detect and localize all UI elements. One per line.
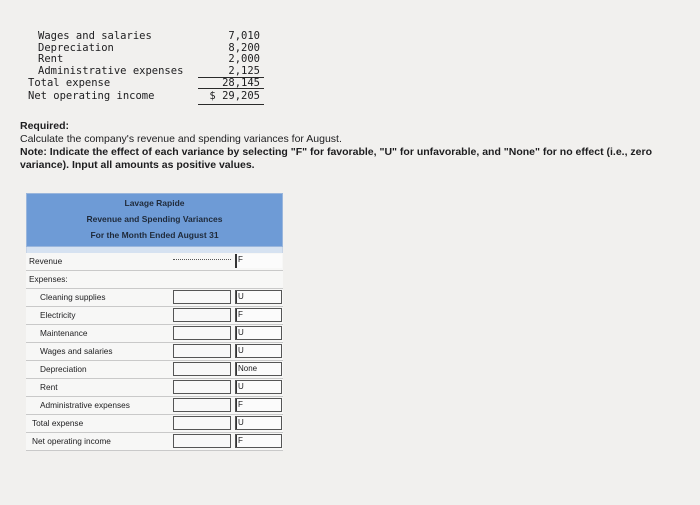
summary-label: Net operating income	[28, 90, 155, 103]
summary-row-total-expense	[28, 78, 268, 90]
table-row-electricity	[26, 307, 283, 325]
summary-label: Wages and salaries	[38, 30, 152, 42]
table-period: For the Month Ended August 31	[90, 230, 219, 240]
table-row-total-expense	[26, 415, 283, 433]
effect-select[interactable]: U	[235, 344, 282, 358]
amount-input[interactable]	[173, 398, 231, 412]
income-summary	[28, 31, 268, 103]
row-label: Total expense	[32, 418, 84, 428]
variance-table	[26, 193, 283, 451]
effect-select[interactable]: F	[235, 398, 282, 412]
amount-input[interactable]	[173, 380, 231, 394]
row-label: Wages and salaries	[40, 346, 113, 356]
amount-input[interactable]	[173, 416, 231, 430]
row-label: Net operating income	[32, 436, 111, 446]
table-row-revenue	[26, 253, 283, 271]
summary-value: 2,000	[228, 53, 260, 66]
note-text: Note: Indicate the effect of each variance by selecting "F" for favorable, "U" for unfavorable, and "None" for no effect (i.e., zero variance). Input all amounts as positive values.	[20, 146, 652, 171]
effect-select[interactable]: U	[235, 290, 282, 304]
effect-select[interactable]: U	[235, 380, 282, 394]
summary-row-admin	[28, 66, 268, 78]
summary-label: Depreciation	[38, 41, 114, 54]
summary-label: Total expense	[28, 76, 111, 89]
effect-select[interactable]: F	[235, 434, 282, 448]
amount-input[interactable]	[173, 326, 231, 340]
table-row-cleaning	[26, 289, 283, 307]
company-name: Lavage Rapide	[124, 198, 185, 208]
row-label: Cleaning supplies	[40, 292, 106, 302]
row-label: Rent	[40, 382, 58, 392]
amount-input[interactable]	[173, 434, 231, 448]
revenue-amount-input[interactable]	[173, 259, 231, 260]
table-row-rent	[26, 379, 283, 397]
summary-value: 8,200	[228, 41, 260, 54]
table-header	[26, 193, 283, 247]
table-row-maintenance	[26, 325, 283, 343]
double-underline	[198, 104, 264, 105]
row-label: Maintenance	[40, 328, 88, 338]
revenue-effect-select[interactable]: F	[235, 254, 282, 268]
row-label: Depreciation	[40, 364, 87, 374]
required-text: Calculate the company's revenue and spending variances for August.	[20, 133, 342, 145]
summary-label: Administrative expenses	[38, 65, 184, 78]
effect-select[interactable]: None	[235, 362, 282, 376]
row-label: Expenses:	[29, 274, 68, 284]
effect-select[interactable]: U	[235, 416, 282, 430]
summary-row-net-income	[28, 91, 268, 103]
table-row-admin	[26, 397, 283, 415]
amount-input[interactable]	[173, 308, 231, 322]
underline	[198, 88, 264, 89]
table-title: Revenue and Spending Variances	[86, 214, 223, 224]
summary-row-wages	[28, 31, 268, 43]
amount-input[interactable]	[173, 344, 231, 358]
effect-select[interactable]: U	[235, 326, 282, 340]
required-heading: Required:	[20, 120, 70, 132]
amount-input[interactable]	[173, 290, 231, 304]
summary-value: 2,125	[228, 65, 260, 78]
table-row-depreciation	[26, 361, 283, 379]
instructions	[20, 120, 680, 172]
effect-select[interactable]: F	[235, 308, 282, 322]
required-note	[20, 146, 680, 172]
summary-label: Rent	[38, 53, 64, 66]
table-row-net-income	[26, 433, 283, 451]
amount-input[interactable]	[173, 362, 231, 376]
row-label: Electricity	[40, 310, 76, 320]
row-label: Revenue	[29, 256, 63, 266]
summary-value: 7,010	[228, 30, 260, 42]
table-row-wages	[26, 343, 283, 361]
table-row-expenses	[26, 271, 283, 289]
summary-value: $ 29,205	[209, 90, 260, 103]
summary-value: 28,145	[222, 76, 260, 89]
row-label: Administrative expenses	[40, 400, 130, 410]
